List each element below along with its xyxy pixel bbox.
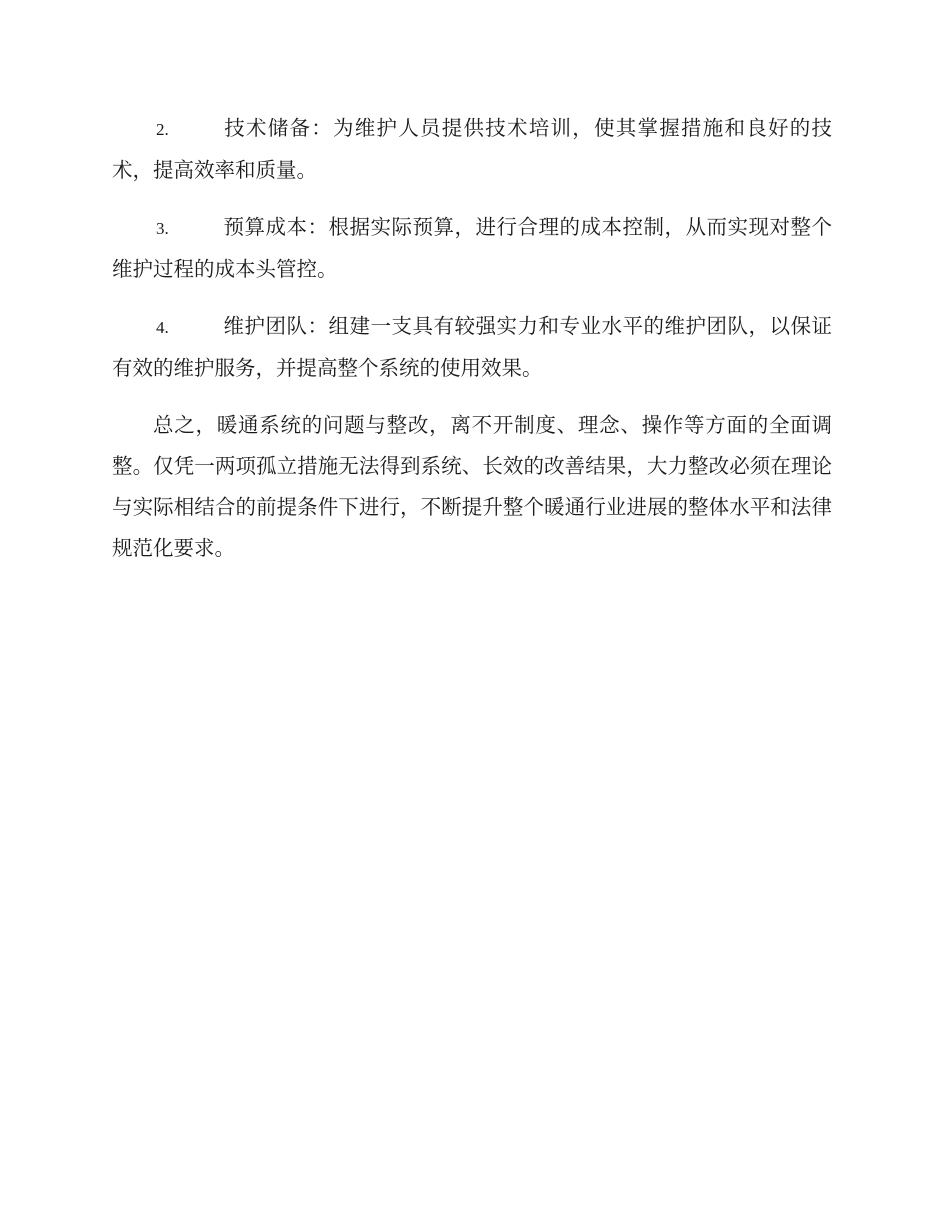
list-item	[112, 306, 832, 389]
list-item-number: 2.	[156, 120, 169, 139]
list-item	[112, 108, 832, 191]
summary-paragraph: 总之，暖通系统的问题与整改，离不开制度、理念、操作等方面的全面调整。仅凭一两项孤立措施无法得到系统、长效的改善结果，大力整改必须在理论与实际相结合的前提条件下进行，不断提升整个暖通行业进展的整体水平和法律规范化要求。	[112, 413, 832, 560]
document-body	[112, 108, 832, 569]
list-item-text: 维护团队：组建一支具有较强实力和专业水平的维护团队，以保证有效的维护服务，并提高整个系统的使用效果。	[112, 314, 832, 380]
list-item-text: 技术储备：为维护人员提供技术培训，使其掌握措施和良好的技术，提高效率和质量。	[112, 116, 832, 182]
list-item-number: 4.	[156, 318, 169, 337]
list-item-number: 3.	[156, 219, 169, 238]
list-item	[112, 207, 832, 290]
list-item-text: 预算成本：根据实际预算，进行合理的成本控制，从而实现对整个维护过程的成本头管控。	[112, 215, 832, 281]
